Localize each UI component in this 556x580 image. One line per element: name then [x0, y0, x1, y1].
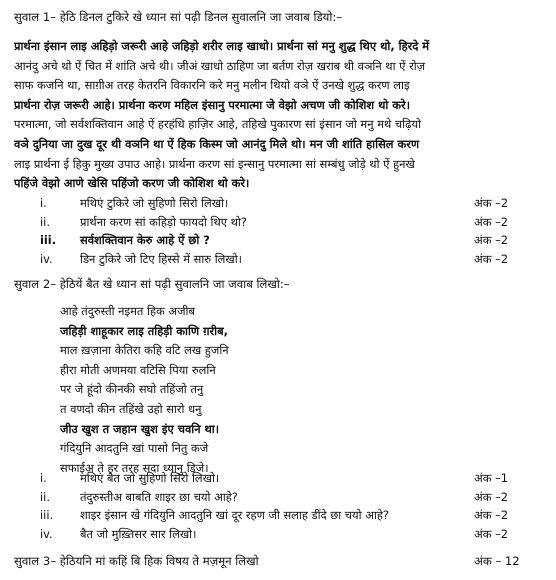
subquestion-row [0, 213, 556, 232]
poem-line: जीउ खुश त जहान खुश इंए चवनि था। [60, 421, 220, 436]
poem-line: जहिड़ी शाहूकार लाइ तहिड़ी काणि ग़रीब, [60, 323, 228, 338]
subquestion-text: सर्वशक्तिवान केरु आहे ऐं छो ? [80, 233, 210, 247]
question-1-heading: सुवाल 1– हेठि डिनल टुकिरे खे ध्यान सां पढ़ी डिनल सुवालनि जा जवाब डियो:– [14, 10, 343, 24]
subquestion-number: i. [40, 196, 47, 210]
subquestion-number: iii. [40, 508, 54, 522]
subquestion-text: तंदुरुस्तीअ बाबति शाइर छा चयो आहे? [80, 489, 238, 504]
poem-line: सफाईअ ते हर तरह सदा ध्यानु डिजे। [60, 460, 209, 475]
subquestion-number: iii. [40, 233, 57, 247]
subquestion-marks: अंक –1 [474, 471, 509, 485]
poem-line: त वणदो कीन तहिंखे उहो सारो धनु [60, 401, 202, 416]
subquestion-row [0, 469, 556, 488]
subquestion-marks: अंक –2 [474, 526, 509, 541]
passage-line: वञे दुनिया जा दुख दूर थी वञनि था ऐं हिक किस्म जो आनंदु मिले थो। मन जी शांति हासिल करण [14, 136, 420, 151]
subquestion-marks: अंक –2 [474, 508, 509, 522]
poem-line: हीरा मोती अणमया वटिसि पिया रुलनि [60, 362, 216, 377]
question-1-passage [14, 37, 544, 194]
question-3-marks: अंक – 12 [474, 554, 520, 568]
subquestion-row [0, 231, 556, 250]
subquestion-marks: अंक –2 [474, 251, 509, 266]
passage-line: लाइ प्रार्थना ई हिकु मुख्य उपाउ आहे। प्रार्थना करण सां इन्सानु परमात्मा सां सम्बंधु जोड़े थो ऐं हुनखे [14, 156, 415, 171]
subquestion-marks: अंक –2 [474, 233, 509, 247]
passage-line: प्रार्थना इंसान लाइ अहिड़ो जरूरी आहे जहिड़ो शरीर लाइ खाधो। प्रार्थना सां मनु शुद्ध थिए थो, हिरदे में [14, 39, 430, 53]
question-2-heading: सुवाल 2– हेठियें बैत खे ध्यान सां पढ़ी सुवालनि जा जवाब लिखो:– [14, 277, 290, 291]
subquestion-number: iv. [40, 526, 53, 541]
subquestion-number: ii. [40, 489, 50, 504]
subquestion-marks: अंक –2 [474, 196, 509, 210]
poem-line: आहे तंदुरुस्ती नइमत हिक अजीब [60, 304, 195, 318]
passage-line: साफ कजनि था, साग़ीअ तरह केतरनि विकारनि करे मनु मलीन थियो वञे ऐं उनखे शुद्ध करण लाइ [14, 78, 410, 93]
subquestion-row [0, 488, 556, 507]
subquestion-row [0, 525, 556, 544]
poem-line: पर जे हूंदो कीनकी सघो तहिंजो तनु [60, 382, 204, 397]
subquestion-row [0, 194, 556, 213]
subquestion-text: प्रार्थना करण सां कहिड़ो फायदो थिए थो? [80, 214, 247, 229]
question-3-heading: सुवाल 3– हेठियनि मां कहिं बि हिक विषय ते मज़मून लिखो [14, 554, 259, 568]
subquestion-text: शाइर इंसान खे गंदियुनि आदतुनि खां दूर रहण जी सलाह डींदे छा चयो आहे? [80, 508, 389, 522]
subquestion-number: i. [40, 471, 47, 485]
subquestion-marks: अंक –2 [474, 489, 509, 504]
passage-line: परमात्मा, जो सर्वशक्तिवान आहे ऐं हरहंधि हाज़िर आहे, तहिखे पुकारण सां इंसान जो मनु मथे चढ़ियो [14, 117, 422, 132]
subquestion-marks: अंक –2 [474, 214, 509, 229]
question-2-poem [60, 302, 229, 478]
passage-line: प्रार्थना रोज़ जरूरी आहे। प्रार्थना करण महिल इंसानु परमात्मा जे वेझो अचण जी कोशिश थो करे। [14, 97, 411, 112]
subquestion-row [0, 506, 556, 525]
subquestion-text: मथिएं टुकिरे जो सुहिणो सिरो लिखो। [80, 196, 229, 210]
subquestion-row [0, 250, 556, 269]
subquestion-text: मथिएं बैत जो सुहिणो सिरो लिखो। [80, 471, 220, 485]
subquestion-text: डिन टुकिरे जो टिए हिस्से में सारु लिखो। [80, 251, 242, 266]
subquestion-text: बैत जो मुख़्तिसर सार लिखो। [80, 526, 197, 541]
poem-line: माल ख़ज़ाना केतिरा कहि वटि लख हुजनि [60, 343, 229, 358]
passage-line: आनंदु अचे थो ऐं चित में शांति अचे थी। जीअं खाधो ठाहिण जा बर्तण रोज़ खराब थी वञनि था ऐं रोज़ [14, 58, 426, 73]
subquestion-number: ii. [40, 214, 50, 229]
subquestion-number: iv. [40, 251, 53, 266]
passage-line: पहिंजे वेझो आणे खेसि पहिंजो करण जी कोशिश थो करे। [14, 176, 250, 191]
poem-line: गंदियुनि आदतुनि खां पासो नितु कजे [60, 441, 209, 456]
